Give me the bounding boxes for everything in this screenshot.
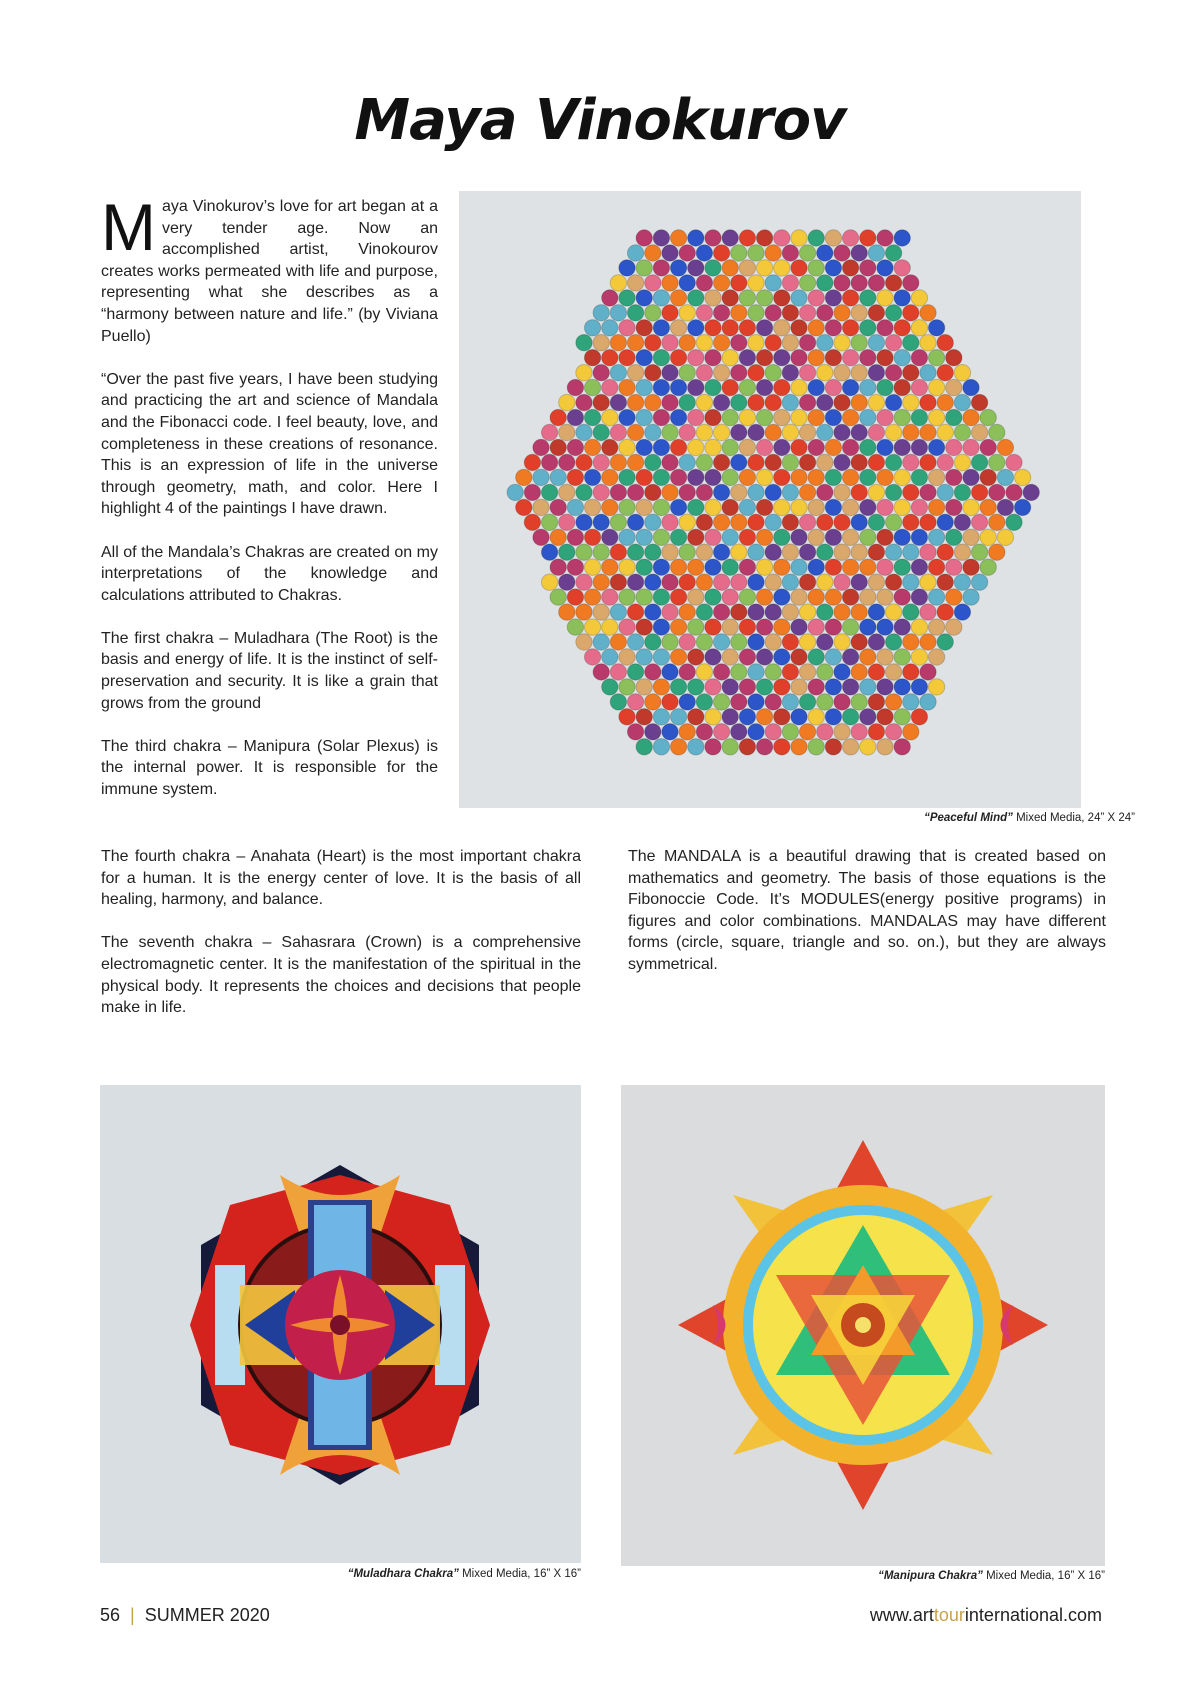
- peaceful-mind-artwork: [459, 191, 1081, 808]
- body-paragraph: The seventh chakra – Sahasrara (Crown) is a comprehensive electromagnetic center. It is the manifestation of the spiritual in the physical body. It represents the choices and decisions that people make in life.: [101, 934, 581, 1017]
- body-paragraph: The fourth chakra – Anahata (Heart) is the most important chakra for a human. It is the energy center of love. It is the basis of all healing, harmony, and balance.: [101, 848, 581, 909]
- muladhara-chakra-artwork: [100, 1085, 581, 1563]
- footer-issue: [100, 1605, 270, 1626]
- bottom-right-column: [628, 846, 1106, 976]
- manipura-mandala-image: [621, 1085, 1105, 1566]
- muladhara-mandala-image: [100, 1085, 581, 1563]
- intro-paragraph: [101, 190, 438, 347]
- caption-detail: Mixed Media, 24” X 24”: [1012, 812, 1135, 824]
- peaceful-mind-caption: [700, 812, 1135, 824]
- muladhara-caption: [146, 1568, 581, 1580]
- issue-label: SUMMER 2020: [144, 1605, 270, 1625]
- url-suffix: international.com: [964, 1605, 1102, 1625]
- body-paragraph: All of the Mandala’s Chakras are created on my interpretations of the knowledge and calculations attributed to Chakras.: [101, 543, 438, 604]
- caption-detail: Mixed Media, 16” X 16”: [458, 1568, 581, 1580]
- body-paragraph: The MANDALA is a beautiful drawing that is created based on mathematics and geometry. The basis of those equations is the Fibonoccie Code. It’s MODULES(energy positive programs) in figures and color combinations. MANDALAS may have different forms (circle, square, triangle and so. on.), but they are always symmetrical.: [628, 848, 1106, 973]
- body-paragraph: The third chakra – Manipura (Solar Plexus) is the internal power. It is responsible for the immune system.: [101, 737, 438, 799]
- url-prefix: www.art: [869, 1605, 934, 1625]
- body-paragraph: The first chakra – Muladhara (The Root) is the basis and energy of life. It is the instinct of self-preservation and security. It is like a grain that grows from the ground: [101, 629, 438, 712]
- caption-title: “Manipura Chakra”: [878, 1570, 983, 1582]
- body-paragraph: “Over the past five years, I have been studying and practicing the art and science of Mandala and the Fibonacci code. I feel beauty, love, and completeness in these creations of resonance. This is an expression of life in the universe through geometry, math, and color. Here I highlight 4 of the paintings I have drawn.: [101, 370, 438, 518]
- manipura-caption: [670, 1570, 1105, 1582]
- caption-detail: Mixed Media, 16” X 16”: [982, 1570, 1105, 1582]
- page-number: 56: [100, 1605, 121, 1625]
- drop-cap: M: [101, 190, 156, 264]
- footer-url[interactable]: [870, 1605, 1102, 1626]
- hexagon-mosaic-image: [459, 191, 1081, 808]
- bottom-left-column: [101, 846, 581, 1019]
- intro-text: aya Vinokurov’s love for art began at a very tender age. Now an accomplished artist, Vinokourov creates works permeated with life and purpose, representing what she describes as a “harmony between nature and life.” (by Viviana Puello): [101, 198, 438, 345]
- url-accent: tour: [933, 1605, 965, 1625]
- intro-column: [101, 190, 438, 801]
- manipura-chakra-artwork: [621, 1085, 1105, 1566]
- caption-title: “Peaceful Mind”: [924, 812, 1013, 824]
- caption-title: “Muladhara Chakra”: [347, 1568, 459, 1580]
- footer-separator: |: [130, 1605, 135, 1625]
- page-title: Maya Vinokurov: [354, 88, 846, 153]
